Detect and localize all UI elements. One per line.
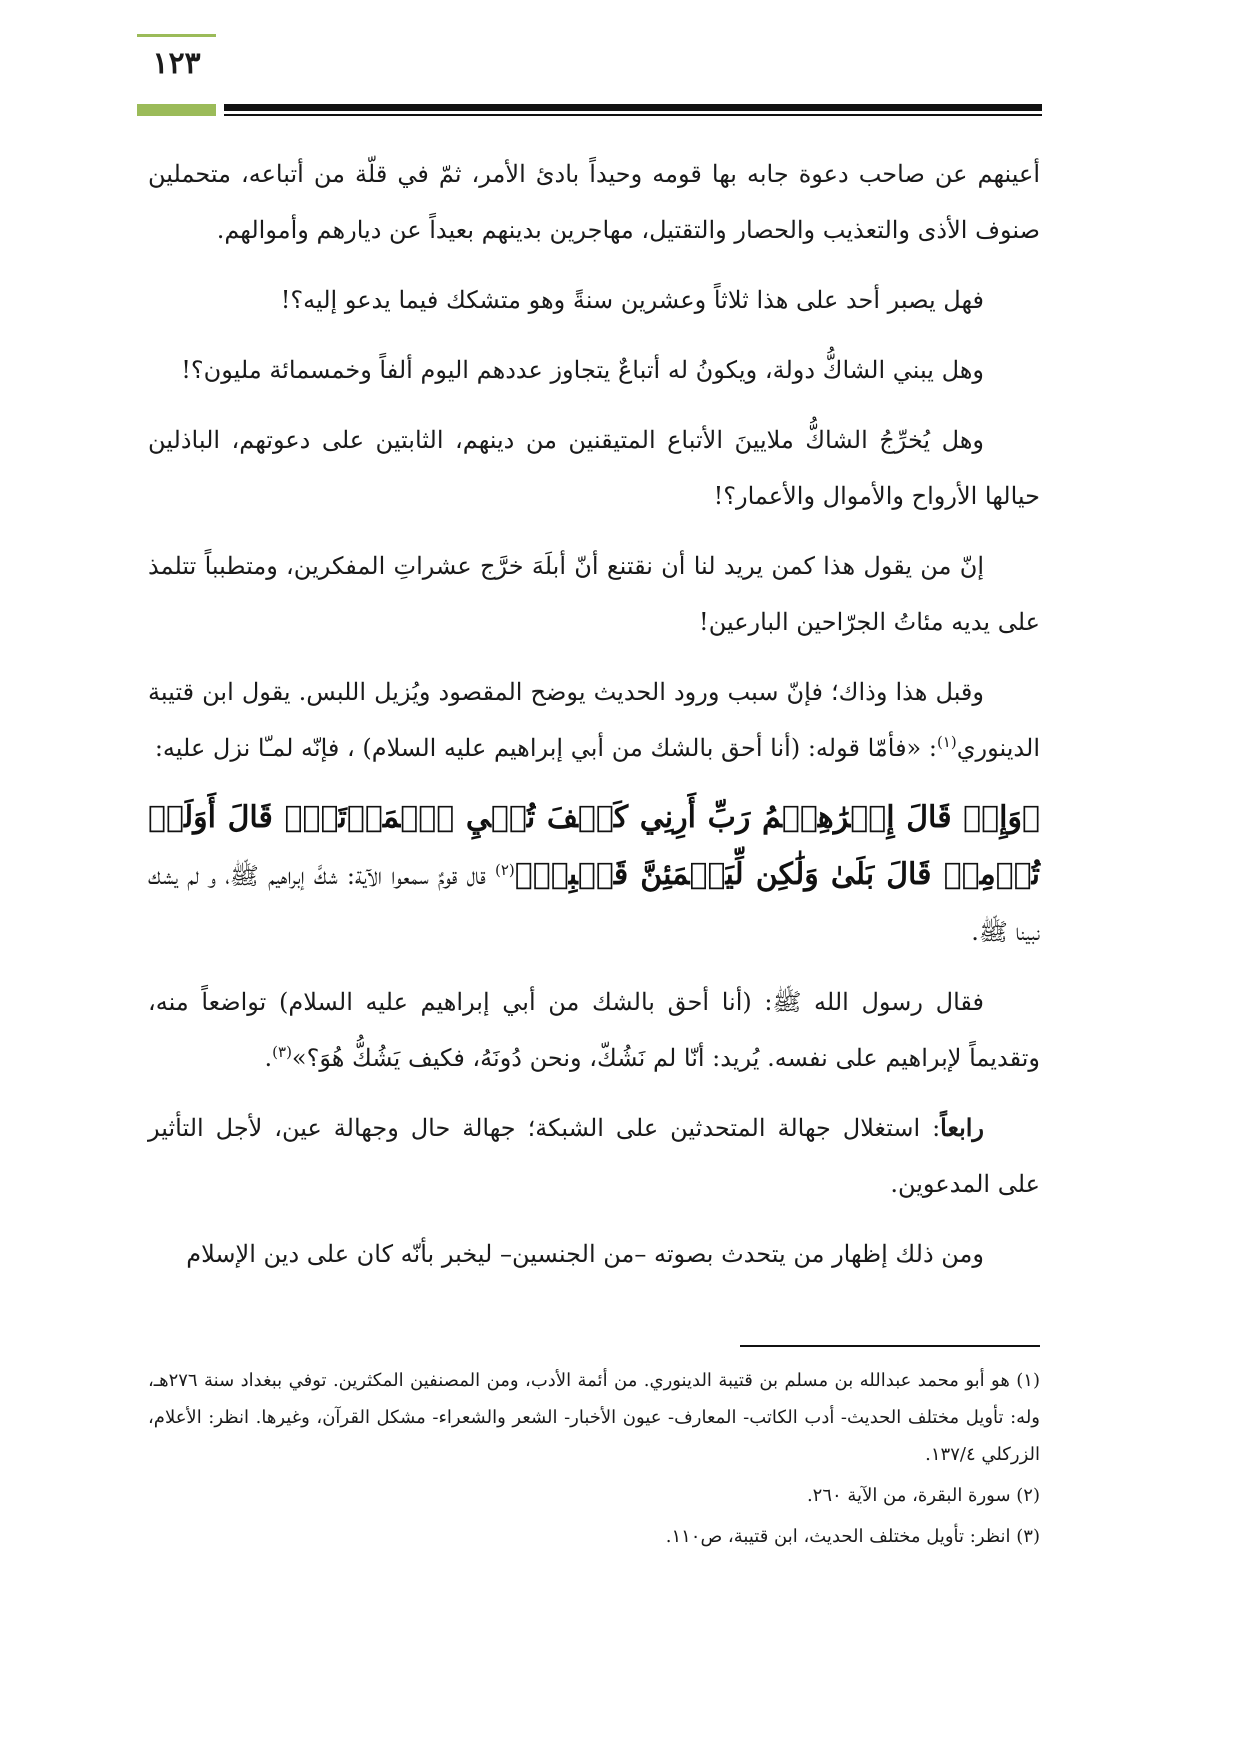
header-rule-thin [224, 114, 1042, 116]
paragraph-7-end: . [264, 1044, 273, 1072]
header-accent-bottom [137, 104, 216, 116]
paragraph-8 [148, 1100, 1040, 1212]
footnote-3: (٣) انظر: تأويل مختلف الحديث، ابن قتيبة، ص١١٠. [665, 1526, 1040, 1547]
header-rule-thick [224, 104, 1042, 111]
paragraph-1: أعينهم عن صاحب دعوة جابه بها قومه وحيداً بادئ الأمر، ثمّ في قلّة من أتباعه، متحملين صنوف الأذى والتعذيب والحصار والتقتيل، مهاجرين بدينهم بعيداً عن ديارهم وأموالهم. [148, 160, 1040, 244]
footnote-1: (١) هو أبو محمد عبدالله بن مسلم بن قتيبة الدينوري. من أئمة الأدب، ومن المصنفين المكثرين. توفي ببغداد سنة ٢٧٦هـ، وله: تأويل مختلف الحديث- أدب الكاتب- المعارف- عيون الأخبار- الشعر والشعراء- مشكل القرآن، وغيرها. انظر: الأعلام، الزركلي ١٣٧/٤. [148, 1370, 1040, 1465]
header-accent-top [137, 34, 216, 37]
paragraph-6 [148, 664, 1040, 776]
page-number: ١٢٣ [152, 46, 201, 81]
main-text [148, 146, 1040, 1296]
footnote-ref-2[interactable]: (٢) [495, 861, 515, 879]
footnote-2: (٢) سورة البقرة، من الآية ٢٦٠. [806, 1485, 1040, 1506]
paragraph-5: إنّ من يقول هذا كمن يريد لنا أن نقتنع أنّ أبلَهَ خرَّج عشراتِ المفكرين، ومتطبباً تتلمذ على يديه مئاتُ الجرّاحين البارعين! [148, 552, 1040, 636]
verse-commentary: قال قومٌ سمعوا الآية: شكَّ إبراهيم ﷺ، و لم يشك نبينا ﷺ. [148, 862, 1040, 946]
footnote-ref-3[interactable]: (٣) [272, 1043, 292, 1061]
paragraph-6-cont: : «فأمّا قوله: (أنا أحق بالشك من أبي إبراهيم عليه السلام) ، فإنّه لمـّا نزل عليه: [154, 734, 937, 762]
paragraph-3: وهل يبني الشاكُّ دولة، ويكونُ له أتباعٌ يتجاوز عددهم اليوم ألفاً وخمسمائة مليون؟! [181, 356, 984, 384]
footnotes [148, 1362, 1040, 1559]
paragraph-4: وهل يُخرِّجُ الشاكُّ ملايينَ الأتباع المتيقنين من دينهم، الثابتين على دعوتهم، الباذلين حيالها الأرواح والأموال والأعمار؟! [148, 426, 1040, 510]
paragraph-7 [148, 974, 1040, 1086]
footnote-ref-1[interactable]: (١) [936, 733, 957, 751]
footnote-separator [740, 1345, 1040, 1347]
paragraph-8-text: : استغلال جهالة المتحدثين على الشبكة؛ جهالة حال وجهالة عين، لأجل التأثير على المدعوين. [148, 1114, 1040, 1198]
quran-verse-paragraph [148, 790, 1040, 960]
paragraph-9: ومن ذلك إظهار من يتحدث بصوته –من الجنسين– ليخبر بأنّه كان على دين الإسلام [186, 1240, 984, 1268]
paragraph-7-text: فقال رسول الله ﷺ: (أنا أحق بالشك من أبي إبراهيم عليه السلام) تواضعاً منه، وتقديماً لإبراهيم على نفسه. يُريد: أنّا لم نَشُكّ، ونحن دُونَهُ، فكيف يَشُكُّ هُوَ؟» [148, 988, 1040, 1072]
paragraph-2: فهل يصبر أحد على هذا ثلاثاً وعشرين سنةً وهو متشكك فيما يدعو إليه؟! [280, 286, 984, 314]
section-label-rabian: رابعاً [940, 1113, 984, 1142]
quran-verse: ﴿وَإِذۡ قَالَ إِبۡرَٰهِـۧمُ رَبِّ أَرِنِي كَيۡفَ تُحۡيِ ٱلۡمَوۡتَىٰۖ قَالَ أَوَلَمۡ تُؤۡمِنۖ قَالَ بَلَىٰ وَلَٰكِن لِّيَطۡمَئِنَّ قَلۡبِيۖ﴾ [148, 800, 1041, 892]
paragraph-6-text: وقبل هذا وذاك؛ فإنّ سبب ورود الحديث يوضح المقصود ويُزيل اللبس. يقول ابن قتيبة الدينوري [148, 678, 1040, 762]
